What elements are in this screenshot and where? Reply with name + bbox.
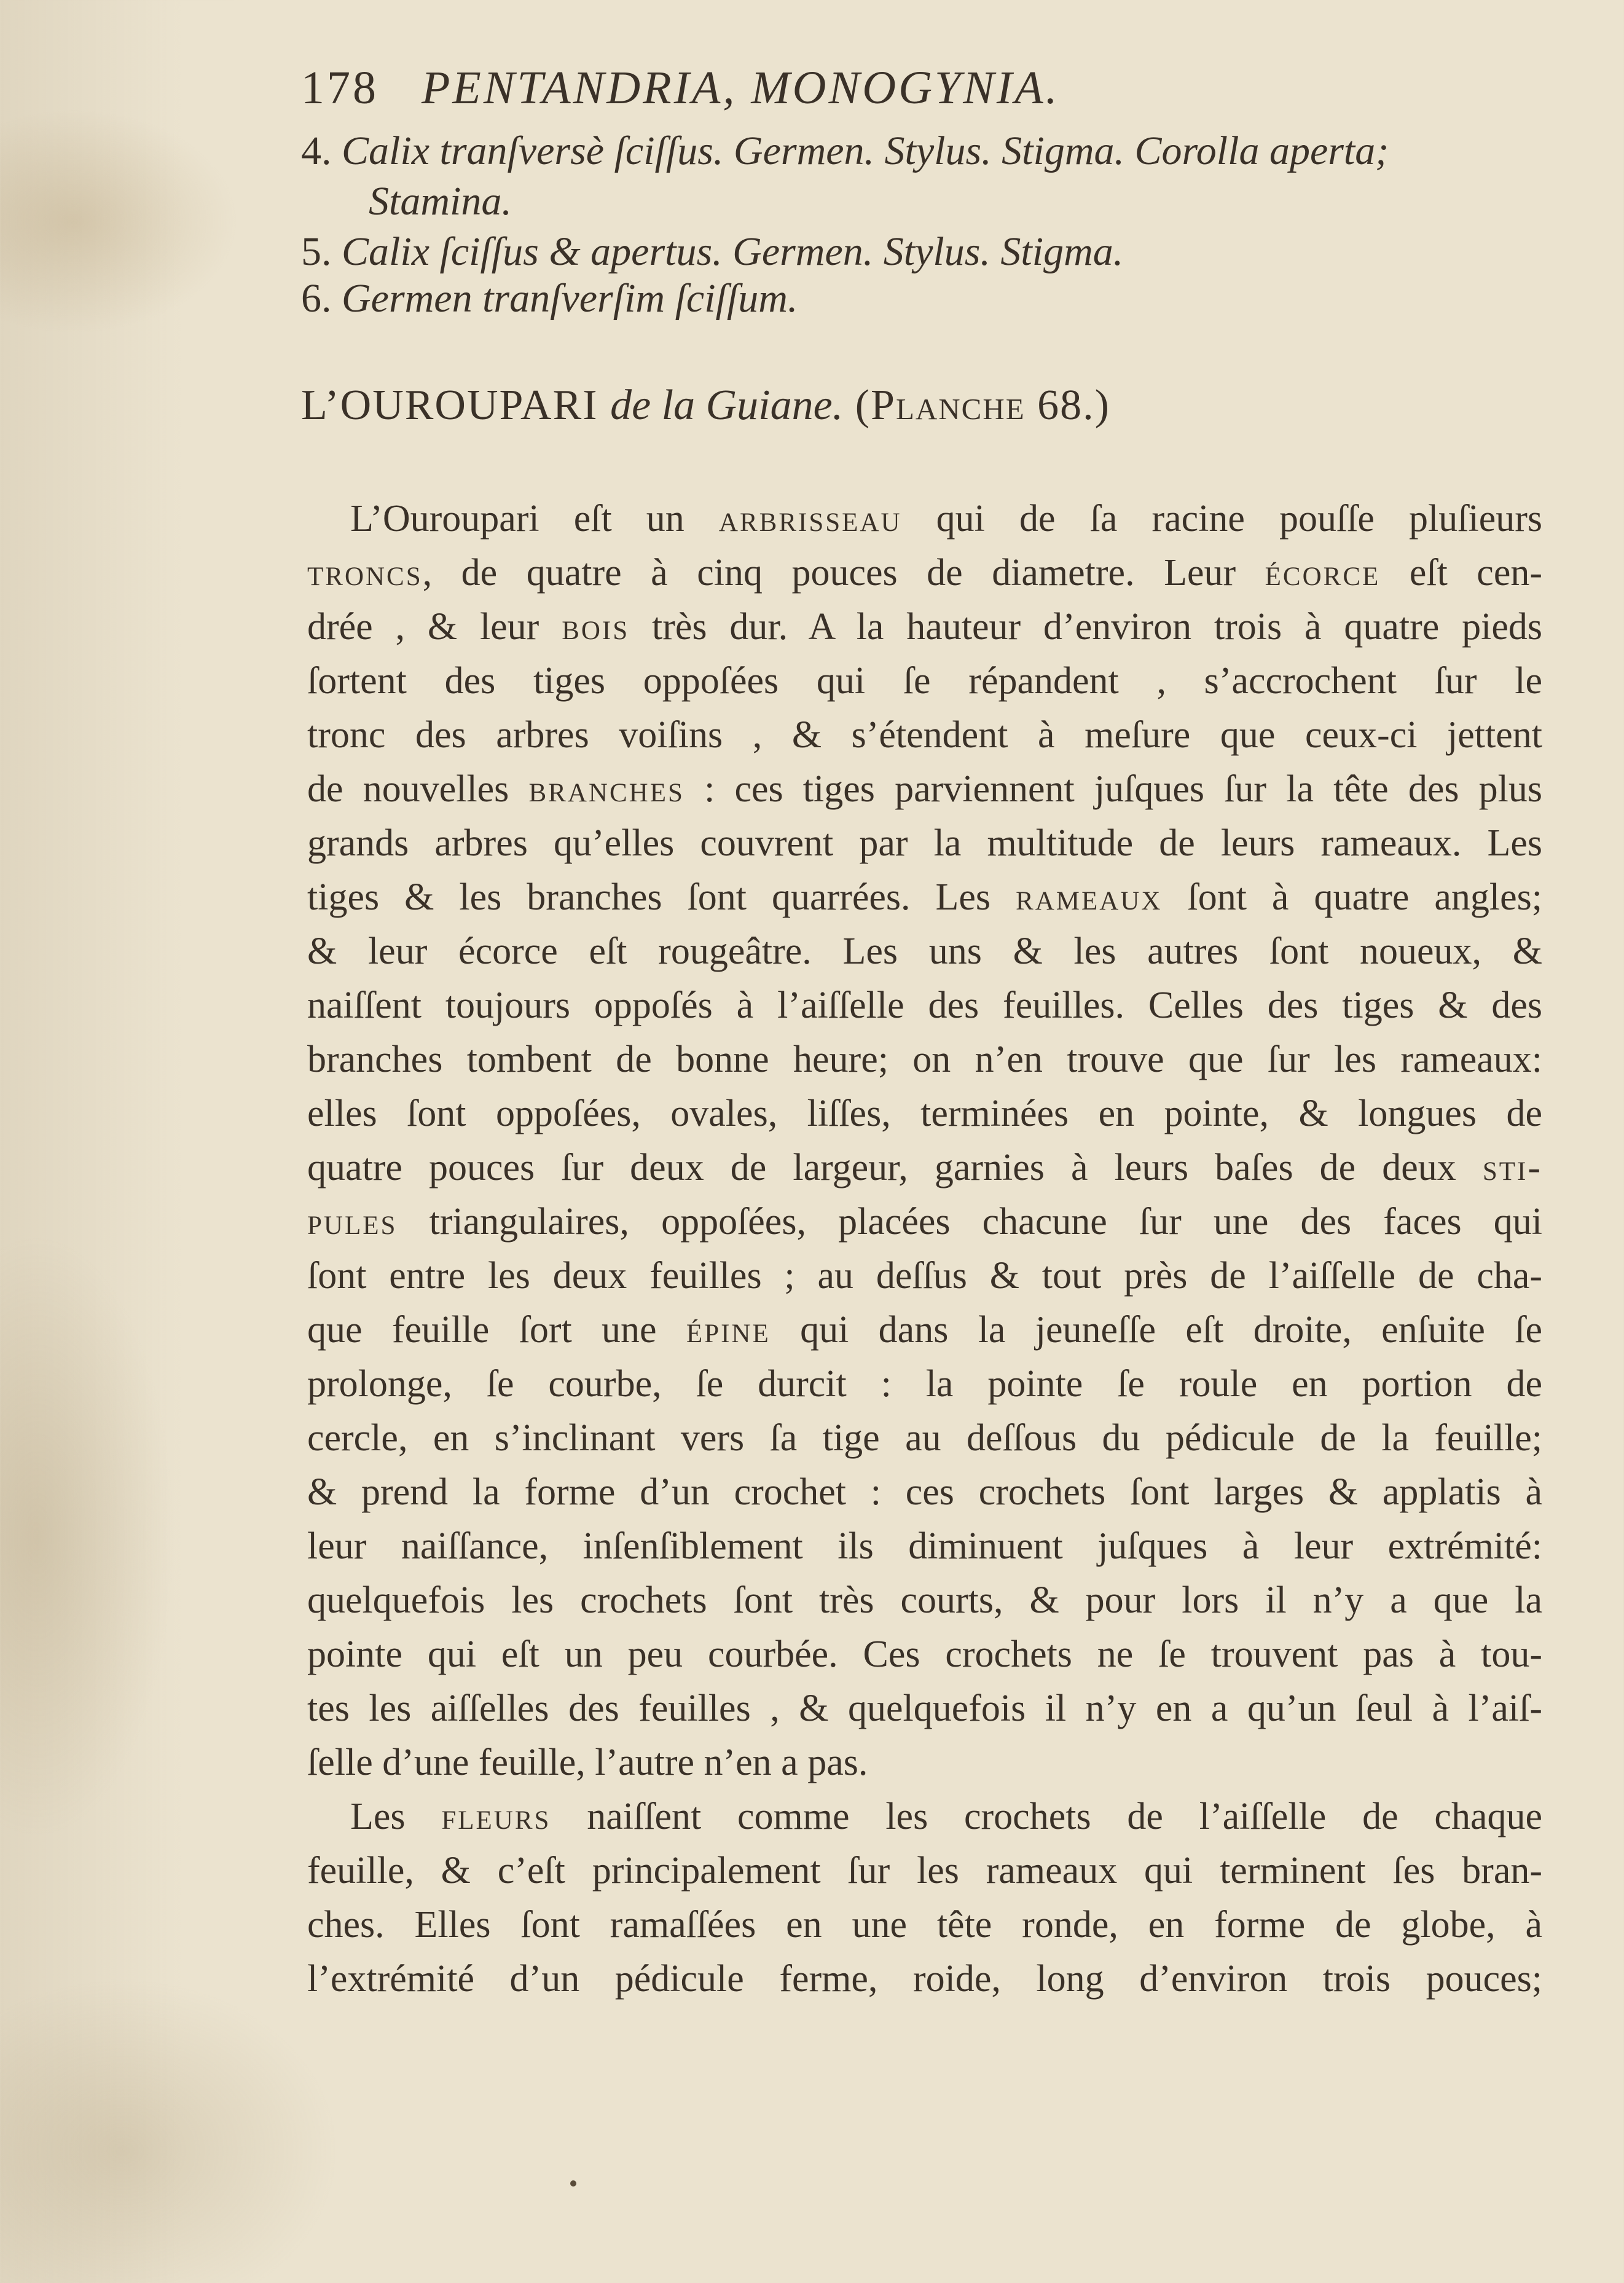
ink-speck (570, 2180, 576, 2187)
running-header (301, 61, 1481, 129)
text-line: tiges & les branches ſont quarrées. Les rameaux ſont à quatre angles; (307, 876, 1542, 918)
page-number: 178 (301, 62, 379, 114)
caption-number: 4. (301, 128, 332, 173)
plate-ref-open: ( (855, 382, 871, 429)
text-line: que feuille ſort une épine qui dans la jeuneſſe eſt droite, enſuite ſe (307, 1309, 1542, 1351)
plate-caption-4 (301, 128, 1561, 175)
text-line: tronc des arbres voiſins , & s’étendent à meſure que ceux-ci jettent (307, 714, 1542, 756)
caption-text: Germen tranſverſim ſciſſum. (342, 276, 798, 321)
text-line: ches. Elles ſont ramaſſées en une tête ronde, en forme de globe, à (307, 1904, 1542, 1946)
text-line: grands arbres qu’elles couvrent par la multitude de leurs rameaux. Les (307, 822, 1542, 864)
text-line: naiſſent toujours oppoſés à l’aiſſelle des feuilles. Celles des tiges & des (307, 984, 1542, 1026)
text-line: drée , & leur bois très dur. A la hauteur d’environ trois à quatre pieds (307, 606, 1542, 648)
text-line: & leur écorce eſt rougeâtre. Les uns & les autres ſont noueux, & (307, 930, 1542, 972)
text-line: pules triangulaires, oppoſées, placées chacune ſur une des faces qui (307, 1201, 1542, 1243)
text-line: ſont entre les deux feuilles ; au deſſus & tout près de l’aiſſelle de cha- (307, 1255, 1542, 1297)
text-line: elles ſont oppoſées, ovales, liſſes, terminées en pointe, & longues de (307, 1093, 1542, 1134)
caption-number: 6. (301, 276, 332, 321)
text-line: ſelle d’une feuille, l’autre n’en a pas. (307, 1742, 868, 1783)
plate-caption-6 (301, 275, 1561, 322)
running-title: PENTANDRIA, MONOGYNIA. (422, 62, 1060, 114)
text-line: L’Ouroupari eſt un arbrisseau qui de ſa racine pouſſe pluſieurs (350, 498, 1543, 540)
caption-text: Calix tranſversè ſciſſus. Germen. Stylus. Stigma. Corolla aperta; (342, 128, 1389, 173)
text-line: leur naiſſance, inſenſiblement ils diminuent juſques à leur extrémité: (307, 1525, 1542, 1567)
text-line: ſortent des tiges oppoſées qui ſe répandent , s’accrochent ſur le (307, 660, 1542, 702)
plate-caption-5 (301, 229, 1561, 275)
caption-number: 5. (301, 229, 332, 274)
text-line: troncs, de quatre à cinq pouces de diametre. Leur écorce eſt cen- (307, 552, 1542, 594)
text-line: quelquefois les crochets ſont très courts, & pour lors il n’y a que la (307, 1579, 1542, 1621)
text-line: branches tombent de bonne heure; on n’en trouve que ſur les rameaux: (307, 1039, 1542, 1080)
text-line: tes les aiſſelles des feuilles , & quelquefois il n’y en a qu’un ſeul à l’aiſ- (307, 1688, 1542, 1729)
text-line: de nouvelles branches : ces tiges parviennent juſques ſur la tête des plus (307, 768, 1543, 810)
caption-text: Calix ſciſſus & apertus. Germen. Stylus. Stigma. (342, 229, 1124, 274)
text-line: & prend la forme d’un crochet : ces crochets ſont larges & applatis à (307, 1471, 1542, 1513)
text-line: feuille, & c’eſt principalement ſur les rameaux qui terminent ſes bran- (307, 1850, 1542, 1892)
text-line: l’extrémité d’un pédicule ferme, roide, long d’environ trois pouces; (307, 1958, 1542, 2000)
text-line: quatre pouces ſur deux de largeur, garnies à leurs baſes de deux sti- (307, 1147, 1542, 1189)
plant-origin: de la Guiane. (610, 382, 844, 429)
text-line: Les fleurs naiſſent comme les crochets de l’aiſſelle de chaque (350, 1796, 1542, 1837)
plate-label: Planche (871, 382, 1026, 429)
plate-number: 68.) (1037, 382, 1110, 429)
text-line: pointe qui eſt un peu courbée. Ces crochets ne ſe trouvent pas à tou- (307, 1633, 1542, 1675)
text-line: prolonge, ſe courbe, ſe durcit : la pointe ſe roule en portion de (307, 1363, 1542, 1405)
plant-name: L’OUROUPARI (301, 382, 598, 429)
section-title (301, 381, 1469, 442)
plate-caption-4-cont (369, 178, 1624, 225)
caption-text: Stamina. (369, 179, 512, 224)
text-line: cercle, en s’inclinant vers ſa tige au deſſous du pédicule de la feuille; (307, 1417, 1542, 1459)
